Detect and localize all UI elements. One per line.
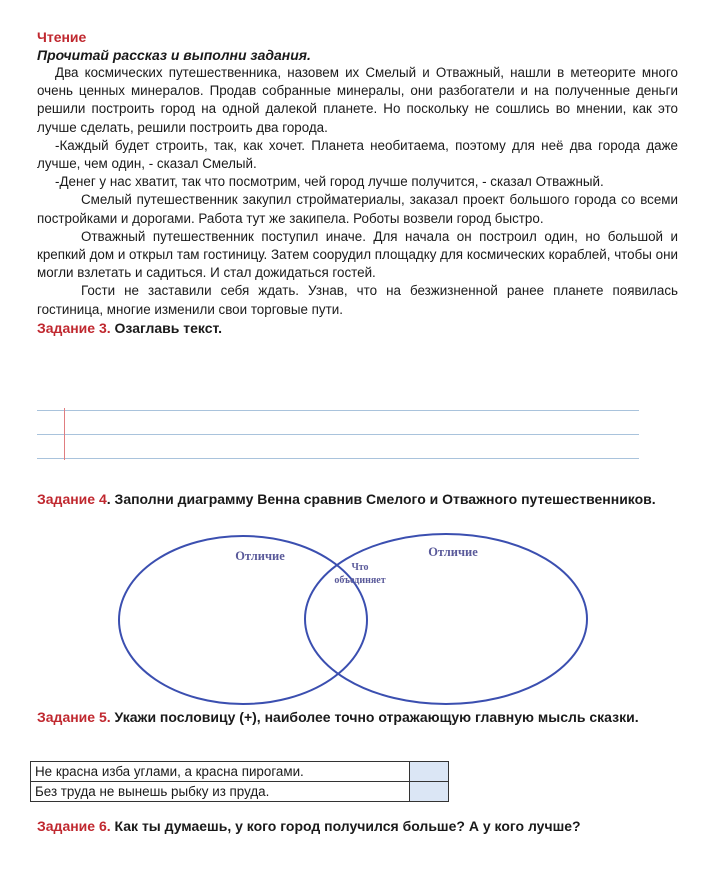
task-5-label: Задание 5.	[37, 709, 111, 725]
worksheet	[37, 28, 678, 337]
venn-right-circle[interactable]	[305, 534, 587, 704]
task-6-label: Задание 6.	[37, 818, 111, 834]
story-paragraph: -Денег у нас хватит, так что посмотрим, чей город лучше получится, - сказал Отважный.	[55, 174, 604, 190]
proverb-table	[30, 761, 449, 802]
proverb-answer-cell[interactable]	[410, 782, 449, 802]
venn-right-label: Отличие	[428, 545, 478, 559]
venn-center-label-line2: объединяет	[334, 575, 386, 586]
task-5-text: Укажи пословицу (+), наиболее точно отражающую главную мысль сказки.	[110, 709, 639, 725]
title-answer-area[interactable]	[37, 408, 639, 460]
task-4-text: . Заполни диаграмму Венна сравнив Смелого и Отважного путешественников.	[106, 491, 656, 507]
task-4-label: Задание 4	[37, 491, 107, 507]
answer-line	[37, 410, 639, 411]
story-text	[37, 64, 678, 319]
story-paragraph: Смелый путешественник закупил стройматериалы, заказал проект большого города со всеми постройками и дорогами. Работа тут же закипела. Роботы возвели город быстро.	[37, 192, 678, 226]
task-6	[37, 817, 678, 835]
proverb-text: Без труда не вынешь рыбку из пруда.	[31, 782, 410, 802]
task-4	[37, 490, 678, 508]
table-row	[31, 782, 449, 802]
story-paragraph: Гости не заставили себя ждать. Узнав, что на безжизненной ранее планете появилась гостиница, многие изменили свои торговые пути.	[37, 283, 678, 317]
section-title: Чтение	[37, 29, 87, 45]
story-paragraph: -Каждый будет строить, так, как хочет. Планета необитаема, поэтому для неё два города даже лучше, чем один, - сказал Смелый.	[37, 137, 678, 172]
instruction: Прочитай рассказ и выполни задания.	[37, 47, 311, 63]
task-3-text: Озаглавь текст.	[110, 319, 223, 336]
task-3	[37, 319, 678, 337]
story-paragraph: Отважный путешественник поступил иначе. Для начала он построил один, но большой и крепкий дом и открыл там гостиницу. Затем соорудил площадку для космических кораблей, чтобы они могли взлетать и садиться. И стал дожидаться гостей.	[37, 228, 678, 281]
task-3-label: Задание 3.	[37, 319, 111, 336]
story-paragraph: Два космических путешественника, назовем их Смелый и Отважный, нашли в метеорите много очень ценных минералов. Продав собранные минералы, они разбогатели и на полученные деньги решили построить город на одной далекой планете. Но поскольку не сошлись во мнении, как это лучше сделать, решили построить два города.	[37, 65, 678, 135]
venn-diagram	[118, 533, 596, 705]
proverb-answer-cell[interactable]	[410, 762, 449, 782]
task-5	[37, 708, 678, 726]
proverb-text: Не красна изба углами, а красна пирогами.	[31, 762, 410, 782]
answer-line	[37, 458, 639, 459]
answer-line	[37, 434, 639, 435]
task-6-text: Как ты думаешь, у кого город получился больше? А у кого лучше?	[110, 818, 581, 834]
venn-center-label-line1: Что	[351, 562, 369, 573]
margin-line	[64, 408, 65, 460]
table-row	[31, 762, 449, 782]
venn-left-label: Отличие	[235, 549, 285, 563]
